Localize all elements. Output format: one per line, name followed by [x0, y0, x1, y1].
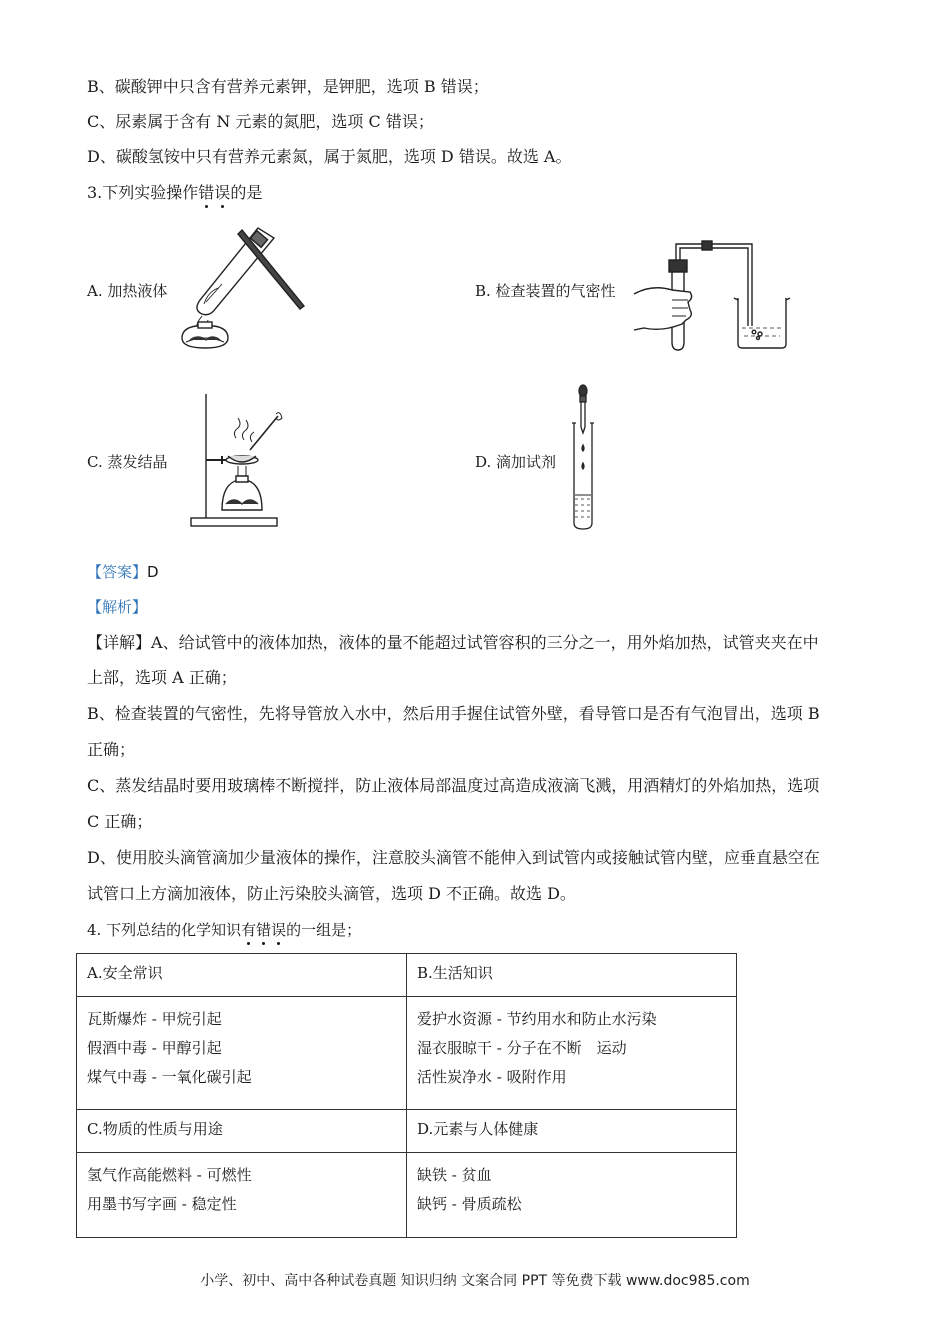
table-cell-line: 用墨书写字画 - 稳定性: [87, 1195, 237, 1213]
airtightness-figure: [632, 236, 792, 352]
option-c-label: C. 蒸发结晶: [87, 453, 168, 471]
table-cell: [77, 1153, 407, 1238]
answer-value: D: [147, 563, 159, 581]
detail-line: 上部，选项 A 正确；: [87, 668, 237, 687]
table-cell-line: 缺铁 - 贫血: [417, 1166, 492, 1184]
emphasis-char: 误: [214, 183, 231, 202]
answer-tag: 【答案】: [87, 563, 148, 581]
table-cell-line: 假酒中毒 - 甲醇引起: [87, 1039, 222, 1057]
detail-line: D、使用胶头滴管滴加少量液体的操作，注意胶头滴管不能伸入到试管内或接触试管内壁，应垂直悬空在: [87, 848, 820, 867]
table-cell-line: 瓦斯爆炸 - 甲烷引起: [87, 1010, 222, 1028]
knowledge-table: [76, 953, 737, 1238]
option-d-label: D. 滴加试剂: [475, 453, 557, 471]
question-4-stem: 4. 下列总结的化学知识有错误的一组是；: [87, 921, 362, 939]
text-line: B、碳酸钾中只含有营养元素钾，是钾肥，选项 B 错误；: [87, 77, 489, 96]
text-line: C、尿素属于含有 N 元素的氮肥，选项 C 错误；: [87, 112, 434, 131]
table-cell: [407, 997, 737, 1110]
detail-line: 正确；: [87, 740, 136, 759]
table-cell-line: 氢气作高能燃料 - 可燃性: [87, 1166, 252, 1184]
table-header: A.安全常识: [77, 954, 407, 997]
answer-line: [87, 562, 159, 582]
heating-liquid-figure: [178, 222, 313, 352]
table-cell-line: 爱护水资源 - 节约用水和防止水污染: [417, 1010, 657, 1028]
table-cell-line: 煤气中毒 - 一氧化碳引起: [87, 1068, 252, 1086]
analysis-tag: 【解析】: [87, 598, 148, 616]
question-3-stem: 3.下列实验操作错误的是: [87, 183, 263, 202]
evaporation-figure: [188, 388, 298, 528]
table-cell: [407, 1153, 737, 1238]
table-header: C.物质的性质与用途: [77, 1110, 407, 1153]
table-cell-line: 缺钙 - 骨质疏松: [417, 1195, 522, 1213]
table-cell-line: 活性炭净水 - 吸附作用: [417, 1068, 567, 1086]
emphasis-char: 错: [256, 921, 272, 939]
detail-line: 【详解】A、给试管中的液体加热，液体的量不能超过试管容积的三分之一，用外焰加热，试管夹夹在中: [87, 633, 819, 652]
page-footer: 小学、初中、高中各种试卷真题 知识归纳 文案合同 PPT 等免费下载 www.doc985.com: [200, 1273, 750, 1289]
detail-line: C、蒸发结晶时要用玻璃棒不断搅拌，防止液体局部温度过高造成液滴飞溅，用酒精灯的外焰加热，选项: [87, 776, 820, 795]
detail-line: C 正确；: [87, 812, 153, 831]
table-header: B.生活知识: [407, 954, 737, 997]
emphasis-char: 误: [271, 921, 287, 939]
table-cell: [77, 997, 407, 1110]
detail-line: 试管口上方滴加液体，防止污染胶头滴管，选项 D 不正确。故选 D。: [87, 884, 576, 903]
option-b-label: B. 检查装置的气密性: [475, 282, 616, 300]
table-cell-line: 湿衣服晾干 - 分子在不断 运动: [417, 1039, 627, 1057]
text-line: D、碳酸氢铵中只有营养元素氮，属于氮肥，选项 D 错误。故选 A。: [87, 147, 572, 166]
emphasis-char: 错: [198, 183, 215, 202]
table-header: D.元素与人体健康: [407, 1110, 737, 1153]
dropper-figure: [568, 383, 598, 531]
option-a-label: A. 加热液体: [87, 282, 168, 300]
emphasis-char: 有: [241, 921, 257, 939]
detail-line: B、检查装置的气密性，先将导管放入水中，然后用手握住试管外壁，看导管口是否有气泡冒出，选项 B: [87, 704, 820, 723]
